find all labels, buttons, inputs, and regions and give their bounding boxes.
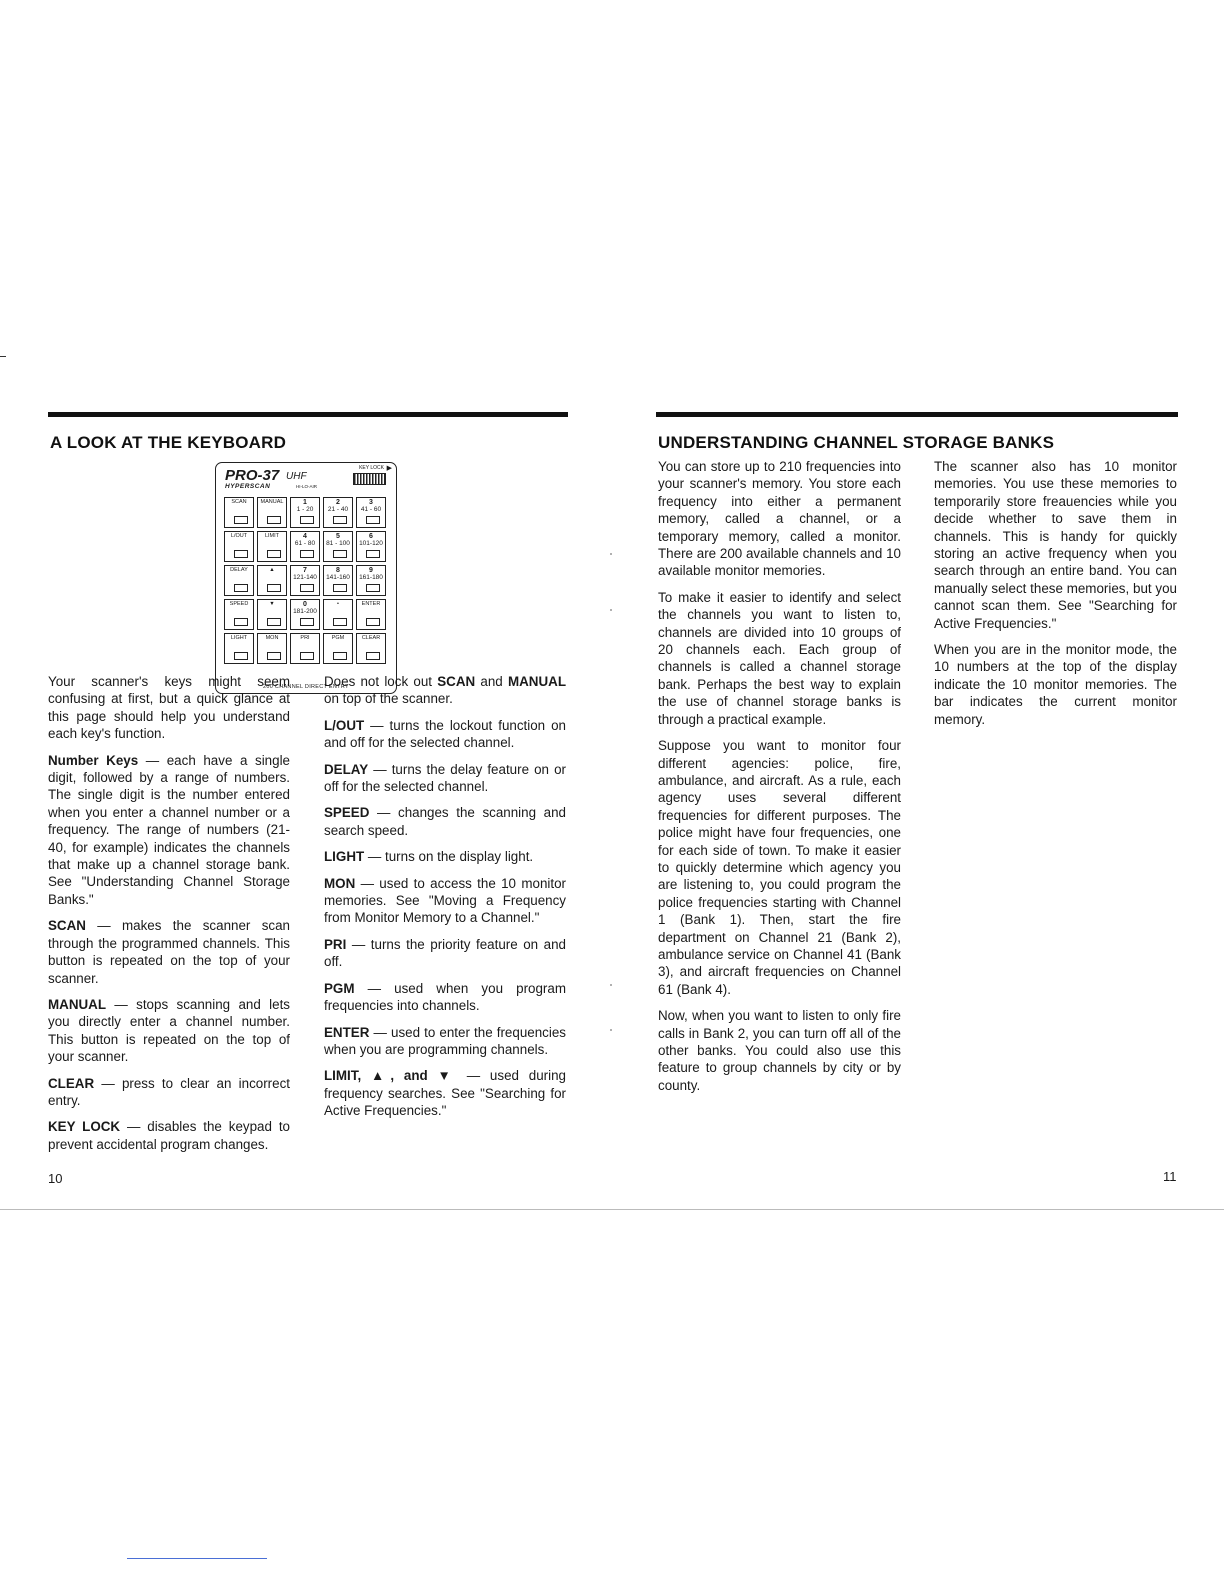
keypad-key-button <box>234 550 248 558</box>
light-text: — turns on the display light. <box>364 849 534 865</box>
storage-paragraph-2: To make it easier to identify and select the channels you want to listen to, channels are divided into 10 groups of 20 channels each. Each group of channels is called a channel storage bank. Perhaps the best way to explain the use of channel storage banks is through a practical example. <box>658 589 901 727</box>
keypad-key <box>224 565 254 596</box>
keypad-key-button <box>366 652 380 660</box>
keypad-key <box>323 497 353 528</box>
lout-text: — turns the lockout function on and off for the selected channel. <box>324 717 566 751</box>
keypad-key-button <box>366 618 380 626</box>
keypad-key-label: L/OUT <box>230 533 248 539</box>
number-keys-term: Number Keys <box>48 752 139 768</box>
keypad-key-label: 2 <box>336 499 340 506</box>
left-page-heading: A LOOK AT THE KEYBOARD <box>50 433 287 452</box>
keypad-key-range: 141-160 <box>326 574 350 581</box>
keypad-key-button <box>300 618 314 626</box>
keypad-key-range: 161-180 <box>359 574 383 581</box>
storage-paragraph-1: You can store up to 210 frequencies into your scanner's memory. You store each frequency into either a permanent memory, called a channel, or a temporary memory, called a monitor. There are 200 available channels and 10 available monitor memories. <box>658 459 901 579</box>
keypad-key-label: ▼ <box>269 601 275 607</box>
keypad-key-button <box>333 652 347 660</box>
keypad-key-button <box>234 516 248 524</box>
delay-text: — turns the delay feature on or off for the selected channel. <box>324 761 566 795</box>
keypad-key <box>290 497 320 528</box>
keypad-key <box>323 599 353 630</box>
keypad-key-label: ▲ <box>269 567 275 573</box>
light-term: LIGHT <box>324 849 365 865</box>
page-bottom-edge <box>0 1209 1224 1210</box>
keypad-key-button <box>333 516 347 524</box>
scan-speck <box>610 984 612 986</box>
key-lock-switch <box>353 473 386 485</box>
right-column-2 <box>934 458 1177 737</box>
keylock-text: — disables the keypad to prevent accidental program changes. <box>48 1119 290 1152</box>
keypad-key-label: 9 <box>369 567 373 574</box>
keypad-key <box>356 599 386 630</box>
keypad-key-button <box>267 618 281 626</box>
scan-blue-line <box>127 1558 267 1559</box>
right-page-number: 11 <box>1163 1169 1177 1184</box>
keypad-key <box>257 531 287 562</box>
keypad-key-label: MON <box>265 635 279 641</box>
right-header-rule <box>656 412 1178 417</box>
scan-entry <box>48 917 290 987</box>
keypad-key-label: LIGHT <box>230 635 248 641</box>
keypad-subtitle: HYPERSCAN <box>225 483 271 490</box>
keypad-key <box>290 633 320 664</box>
scan-speck <box>610 1029 612 1031</box>
key-lock-arrow-icon: ▶ <box>386 465 392 472</box>
key-lock-label: KEY LOCK <box>359 465 384 471</box>
keypad-key <box>356 565 386 596</box>
keypad-key-button <box>300 516 314 524</box>
keypad-key-label: SCAN <box>231 499 247 505</box>
keypad-key-range: 121-140 <box>293 574 317 581</box>
keypad-key-button <box>366 516 380 524</box>
speed-entry <box>324 804 566 839</box>
left-header-rule <box>48 412 568 417</box>
keypad-key <box>257 497 287 528</box>
light-entry <box>324 848 566 865</box>
keypad-key-range: 81 - 100 <box>326 540 350 547</box>
keypad-key-range: 41 - 60 <box>360 506 382 513</box>
enter-text: — used to enter the frequencies when you are programming channels. <box>324 1024 566 1057</box>
keypad-key-button <box>267 516 281 524</box>
delay-term: DELAY <box>324 761 369 777</box>
keypad-key-button <box>234 652 248 660</box>
keypad-key-label: ENTER <box>361 601 381 607</box>
storage-paragraph-4: Now, when you want to listen to only fire calls in Bank 2, you can turn off all of the other banks. You could also use this feature to group channels by city or by county. <box>658 1008 901 1093</box>
keypad-key-button <box>300 584 314 592</box>
number-keys-entry <box>48 752 290 909</box>
keypad-key-label: 0 <box>303 601 307 608</box>
continuation-text: Does not lock out <box>324 674 438 689</box>
keypad-key-button <box>234 618 248 626</box>
keypad-key-label: SPEED <box>229 601 249 607</box>
enter-entry <box>324 1024 566 1059</box>
keylock-term: KEY LOCK <box>48 1119 121 1135</box>
left-page-number: 10 <box>48 1171 63 1186</box>
keypad-key <box>224 531 254 562</box>
keypad-key-label: PGM <box>331 635 345 641</box>
keypad-key <box>323 531 353 562</box>
keypad-key-button <box>333 618 347 626</box>
keypad-illustration <box>215 462 397 694</box>
continuation-manual: MANUAL <box>507 674 566 689</box>
keypad-key-label: 4 <box>303 533 307 540</box>
keypad-key <box>356 633 386 664</box>
keypad-key <box>290 565 320 596</box>
scan-text: — makes the scanner scan through the programmed channels. This button is repeated on the top of your scanner. <box>48 918 290 986</box>
monitor-paragraph-1: The scanner also has 10 monitor memories. You use these memories to temporarily store freauencies while you decide whether to save them in channels. This is handy for quickly storing an active frequency when you search through an entire band. You can manually select these memories, but you cannot scan them. See "Searching for Active Frequencies." <box>934 459 1177 631</box>
mon-text: — used to access the 10 monitor memories. See "Moving a Frequency from Monitor Memory to a Channel." <box>324 875 566 926</box>
keypad-key <box>356 531 386 562</box>
intro-paragraph: Your scanner's keys might seem confusing at first, but a quick glance at this page should help you understand each key's function. <box>48 674 290 742</box>
continuation-post: on top of the scanner. <box>324 691 453 707</box>
keypad-caption: 200 CHANNEL DIRECT ENTRY <box>263 684 349 690</box>
manual-text: — stops scanning and lets you directly enter a channel number. This button is repeated on the top of your scanner. <box>48 996 290 1065</box>
right-page-heading: UNDERSTANDING CHANNEL STORAGE BANKS <box>658 433 1055 452</box>
keypad-model: PRO-37 <box>225 467 280 484</box>
keypad-logo: UHF <box>286 471 307 482</box>
keypad-key-label: 7 <box>303 567 307 574</box>
lout-entry <box>324 717 566 752</box>
keypad-key-button <box>267 550 281 558</box>
keypad-key <box>224 497 254 528</box>
keypad-key <box>257 599 287 630</box>
clear-entry <box>48 1075 290 1110</box>
continuation-and: and <box>475 674 508 689</box>
continuation-scan: SCAN <box>437 674 476 689</box>
enter-term: ENTER <box>324 1024 370 1040</box>
keypad-key-label: • <box>337 601 339 607</box>
keypad-key-button <box>267 584 281 592</box>
continuation-paragraph <box>324 673 566 708</box>
keypad-key-range: 1 - 20 <box>296 506 314 513</box>
keypad-key-label: 6 <box>369 533 373 540</box>
mon-term: MON <box>324 875 356 891</box>
limit-entry <box>324 1067 566 1119</box>
pri-text: — turns the priority feature on and off. <box>324 936 566 970</box>
pri-entry <box>324 936 566 971</box>
keypad-key-button <box>267 652 281 660</box>
keypad-key-range: 101-120 <box>359 540 383 547</box>
manual-entry <box>48 996 290 1066</box>
clear-term: CLEAR <box>48 1075 95 1091</box>
keypad-key <box>224 599 254 630</box>
delay-entry <box>324 761 566 796</box>
pgm-term: PGM <box>324 980 355 996</box>
speed-term: SPEED <box>324 805 370 821</box>
storage-paragraph-3: Suppose you want to monitor four different agencies: police, fire, ambulance, and aircraft. As a rule, each agency uses several different frequencies for different purposes. The police might have four frequencies, one for each side of town. To make it easier to quickly determine which agency you are listening to, you could program the police frequencies starting with Channel 1 (Bank 1). Then, start the fire department on Channel 21 (Bank 2), ambulance service on Channel 41 (Bank 3), and aircraft frequencies on Channel 61 (Bank 4). <box>658 738 901 997</box>
left-column-2 <box>324 673 566 1129</box>
keypad-key <box>290 599 320 630</box>
lout-term: L/OUT <box>324 717 365 733</box>
monitor-paragraph-2: When you are in the monitor mode, the 10 numbers at the top of the display indicate the 10 monitor memories. The bar indicates the current monitor memory. <box>934 642 1177 727</box>
pgm-entry <box>324 980 566 1015</box>
keypad-key-range: 181-200 <box>293 608 317 615</box>
keypad-key-label: 1 <box>303 499 307 506</box>
mon-entry <box>324 875 566 927</box>
keypad-key-label: 8 <box>336 567 340 574</box>
manual-term: MANUAL <box>48 996 107 1012</box>
keypad-key-label: 5 <box>336 533 340 540</box>
keypad-key <box>257 633 287 664</box>
keypad-key <box>257 565 287 596</box>
keypad-key-button <box>300 550 314 558</box>
keypad-key-label: DELAY <box>230 567 248 573</box>
keypad-key-button <box>333 550 347 558</box>
keypad-key-label: PRI <box>300 635 310 641</box>
keylock-entry <box>48 1118 290 1153</box>
keypad-key-label: LIMIT <box>264 533 280 539</box>
keypad-key-button <box>366 584 380 592</box>
left-column-1 <box>48 673 290 1162</box>
limit-text: — used during frequency searches. See "Searching for Active Frequencies." <box>324 1068 567 1119</box>
keypad-logo-sub: HI-LO-AIR <box>296 484 318 489</box>
keypad-key-label: CLEAR <box>361 635 381 641</box>
keypad-key <box>356 497 386 528</box>
keypad-key <box>323 565 353 596</box>
scan-artifact-dash <box>0 356 6 357</box>
keypad-key-button <box>366 550 380 558</box>
keypad-key-range: 61 - 80 <box>294 540 316 547</box>
pri-term: PRI <box>324 936 347 952</box>
keypad-key-button <box>333 584 347 592</box>
limit-term: LIMIT, ▲, and ▼ <box>324 1068 457 1084</box>
keypad-key-label: MANUAL <box>260 499 284 505</box>
scan-speck <box>610 609 612 611</box>
keypad-grid <box>224 497 386 664</box>
keypad-key-button <box>300 652 314 660</box>
pgm-text: — used when you program frequencies into channels. <box>324 980 566 1014</box>
keypad-key-label: 3 <box>369 499 373 506</box>
speed-text: — changes the scanning and search speed. <box>324 805 566 838</box>
clear-text: — press to clear an incorrect entry. <box>48 1075 290 1108</box>
scan-term: SCAN <box>48 918 86 934</box>
scan-speck <box>610 553 612 555</box>
keypad-key-range: 21 - 40 <box>327 506 349 513</box>
keypad-key <box>290 531 320 562</box>
keypad-key <box>224 633 254 664</box>
number-keys-text: — each have a single digit, followed by a range of numbers. The single digit is the number entered when you enter a channel number or a frequency. The range of numbers (21-40, for example) indicates the channels that make up a channel storage bank. See "Understanding Channel Storage Banks." <box>48 752 290 907</box>
right-column-1 <box>658 458 901 1103</box>
keypad-key <box>323 633 353 664</box>
keypad-key-button <box>234 584 248 592</box>
